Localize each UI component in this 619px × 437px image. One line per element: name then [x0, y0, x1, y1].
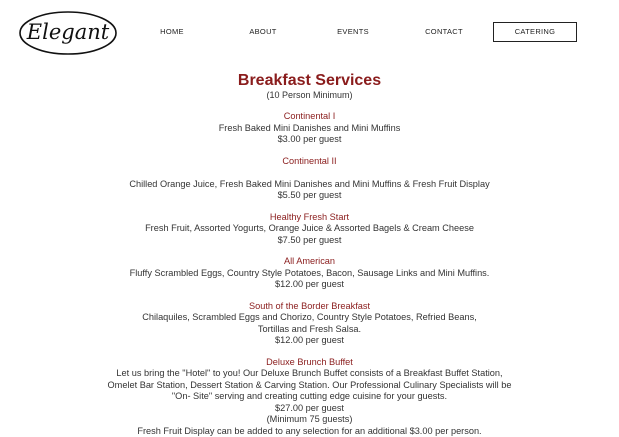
menu-section-healthy-fresh-start: [0, 212, 619, 247]
section-title: Continental I: [0, 111, 619, 123]
section-description: Fluffy Scrambled Eggs, Country Style Potatoes, Bacon, Sausage Links and Mini Muffins.: [0, 268, 619, 280]
section-price: $27.00 per guest: [0, 403, 619, 415]
section-minimum: (Minimum 75 guests): [0, 414, 619, 426]
section-spacer: [0, 167, 619, 179]
menu-section-south-of-the-border: [0, 301, 619, 347]
section-price: $3.00 per guest: [0, 134, 619, 146]
menu-section-continental-2: [0, 156, 619, 202]
menu-section-deluxe-brunch-buffet: [0, 357, 619, 437]
page-subtitle: (10 Person Minimum): [0, 90, 619, 101]
section-description: Omelet Bar Station, Dessert Station & Carving Station. Our Professional Culinary Specialists will be: [0, 380, 619, 392]
nav-events[interactable]: EVENTS: [329, 22, 377, 42]
section-description: "On- Site" serving and creating cutting edge cuisine for your guests.: [0, 391, 619, 403]
section-price: $5.50 per guest: [0, 190, 619, 202]
section-price: $7.50 per guest: [0, 235, 619, 247]
section-description: Let us bring the "Hotel" to you! Our Deluxe Brunch Buffet consists of a Breakfast Buffet Station,: [0, 368, 619, 380]
main-nav: [0, 22, 619, 42]
section-addon-note: Fresh Fruit Display can be added to any selection for an additional $3.00 per person.: [0, 426, 619, 437]
nav-about[interactable]: ABOUT: [239, 22, 287, 42]
section-description: Tortillas and Fresh Salsa.: [0, 324, 619, 336]
section-title: All American: [0, 256, 619, 268]
menu-section-continental-1: [0, 111, 619, 146]
breakfast-menu: [0, 72, 619, 437]
section-description: Chilled Orange Juice, Fresh Baked Mini Danishes and Mini Muffins & Fresh Fruit Display: [0, 179, 619, 191]
section-description: Chilaquiles, Scrambled Eggs and Chorizo, Country Style Potatoes, Refried Beans,: [0, 312, 619, 324]
section-description: Fresh Fruit, Assorted Yogurts, Orange Juice & Assorted Bagels & Cream Cheese: [0, 223, 619, 235]
nav-contact[interactable]: CONTACT: [420, 22, 468, 42]
menu-section-all-american: [0, 256, 619, 291]
page-title: Breakfast Services: [0, 72, 619, 90]
section-title: Healthy Fresh Start: [0, 212, 619, 224]
section-title: Continental II: [0, 156, 619, 168]
nav-catering[interactable]: CATERING: [493, 22, 577, 42]
logo-text: Elegant: [26, 20, 110, 44]
section-title: Deluxe Brunch Buffet: [0, 357, 619, 369]
section-price: $12.00 per guest: [0, 279, 619, 291]
section-description: Fresh Baked Mini Danishes and Mini Muffins: [0, 123, 619, 135]
section-price: $12.00 per guest: [0, 335, 619, 347]
nav-home[interactable]: HOME: [148, 22, 196, 42]
section-title: South of the Border Breakfast: [0, 301, 619, 313]
